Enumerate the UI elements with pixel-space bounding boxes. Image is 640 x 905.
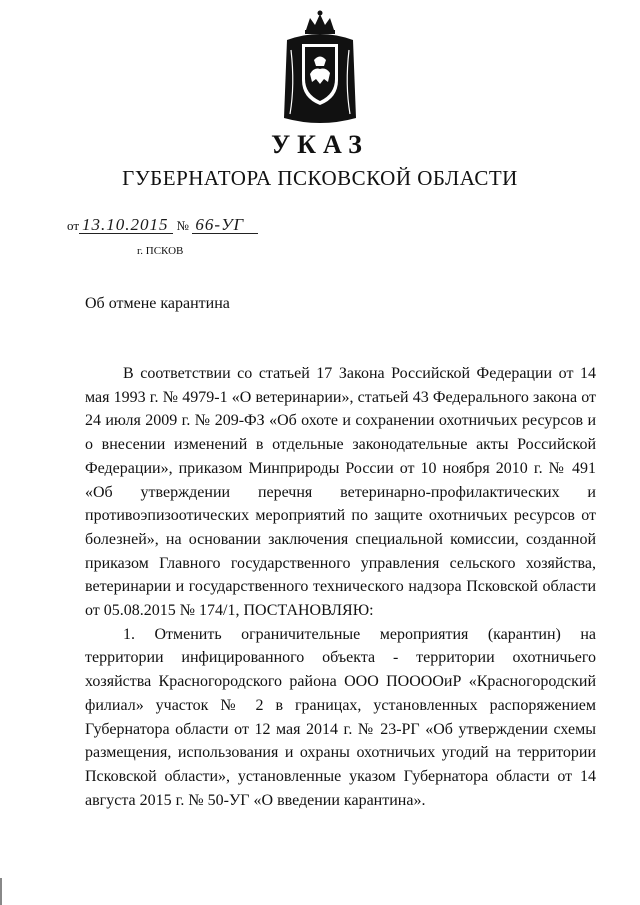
document-issuer: ГУБЕРНАТОРА ПСКОВСКОЙ ОБЛАСТИ <box>122 166 518 190</box>
document-subject: Об отмене карантина <box>85 295 230 312</box>
handwritten-date: 13.10.2015 <box>79 216 173 234</box>
coat-of-arms-emblem <box>281 10 359 130</box>
clause-paragraph: 1. Отменить ограничительные мероприятия (карантин) на территории инфицированного объекта - территории охотничьего хозяйства Красногородского района ООО ПООООиР «Красногородский филиал» участок № 2 в границах, установленных распоряжением Губернатора области от 12 мая 2014 г. № 23-РГ «Об утверждении схемы размещения, использования и охраны охотничьих угодий на территории Псковской области», установленные указом Губернатора области от 14 августа 2015 г. № 50-УГ «О введении карантина». <box>85 625 596 809</box>
date-prefix: от <box>67 218 80 233</box>
scan-edge-mark <box>0 878 2 905</box>
document-body <box>85 362 596 812</box>
preamble-paragraph: В соответствии со статьей 17 Закона Российской Федерации от 14 мая 1993 г. № 4979-1 «О ветеринарии», статьей 43 Федерального закона от 24 июля 2009 г. № 209-ФЗ «Об охоте и сохранении охотничьих ресурсов и о внесении изменений в отдельные законодательные акты Российской Федерации», приказом Минприроды России от 10 ноября 2010 г. № 491 «Об утверждении перечня ветеринарно-профилактических и противоэпизоотических мероприятий по защите охотничьих ресурсов от болезней», на основании заключения специальной комиссии, созданной приказом Главного государственного управления сельского хозяйства, ветеринарии и государственного технического надзора Псковской области от 05.08.2015 № 174/1, ПОСТАНОВЛЯЮ: <box>85 365 596 620</box>
handwritten-number: 66-УГ <box>192 216 258 234</box>
city-label: г. ПСКОВ <box>137 245 184 257</box>
date-number-line <box>67 216 258 235</box>
document-title: УКАЗ <box>271 130 369 159</box>
number-prefix: № <box>176 218 189 233</box>
